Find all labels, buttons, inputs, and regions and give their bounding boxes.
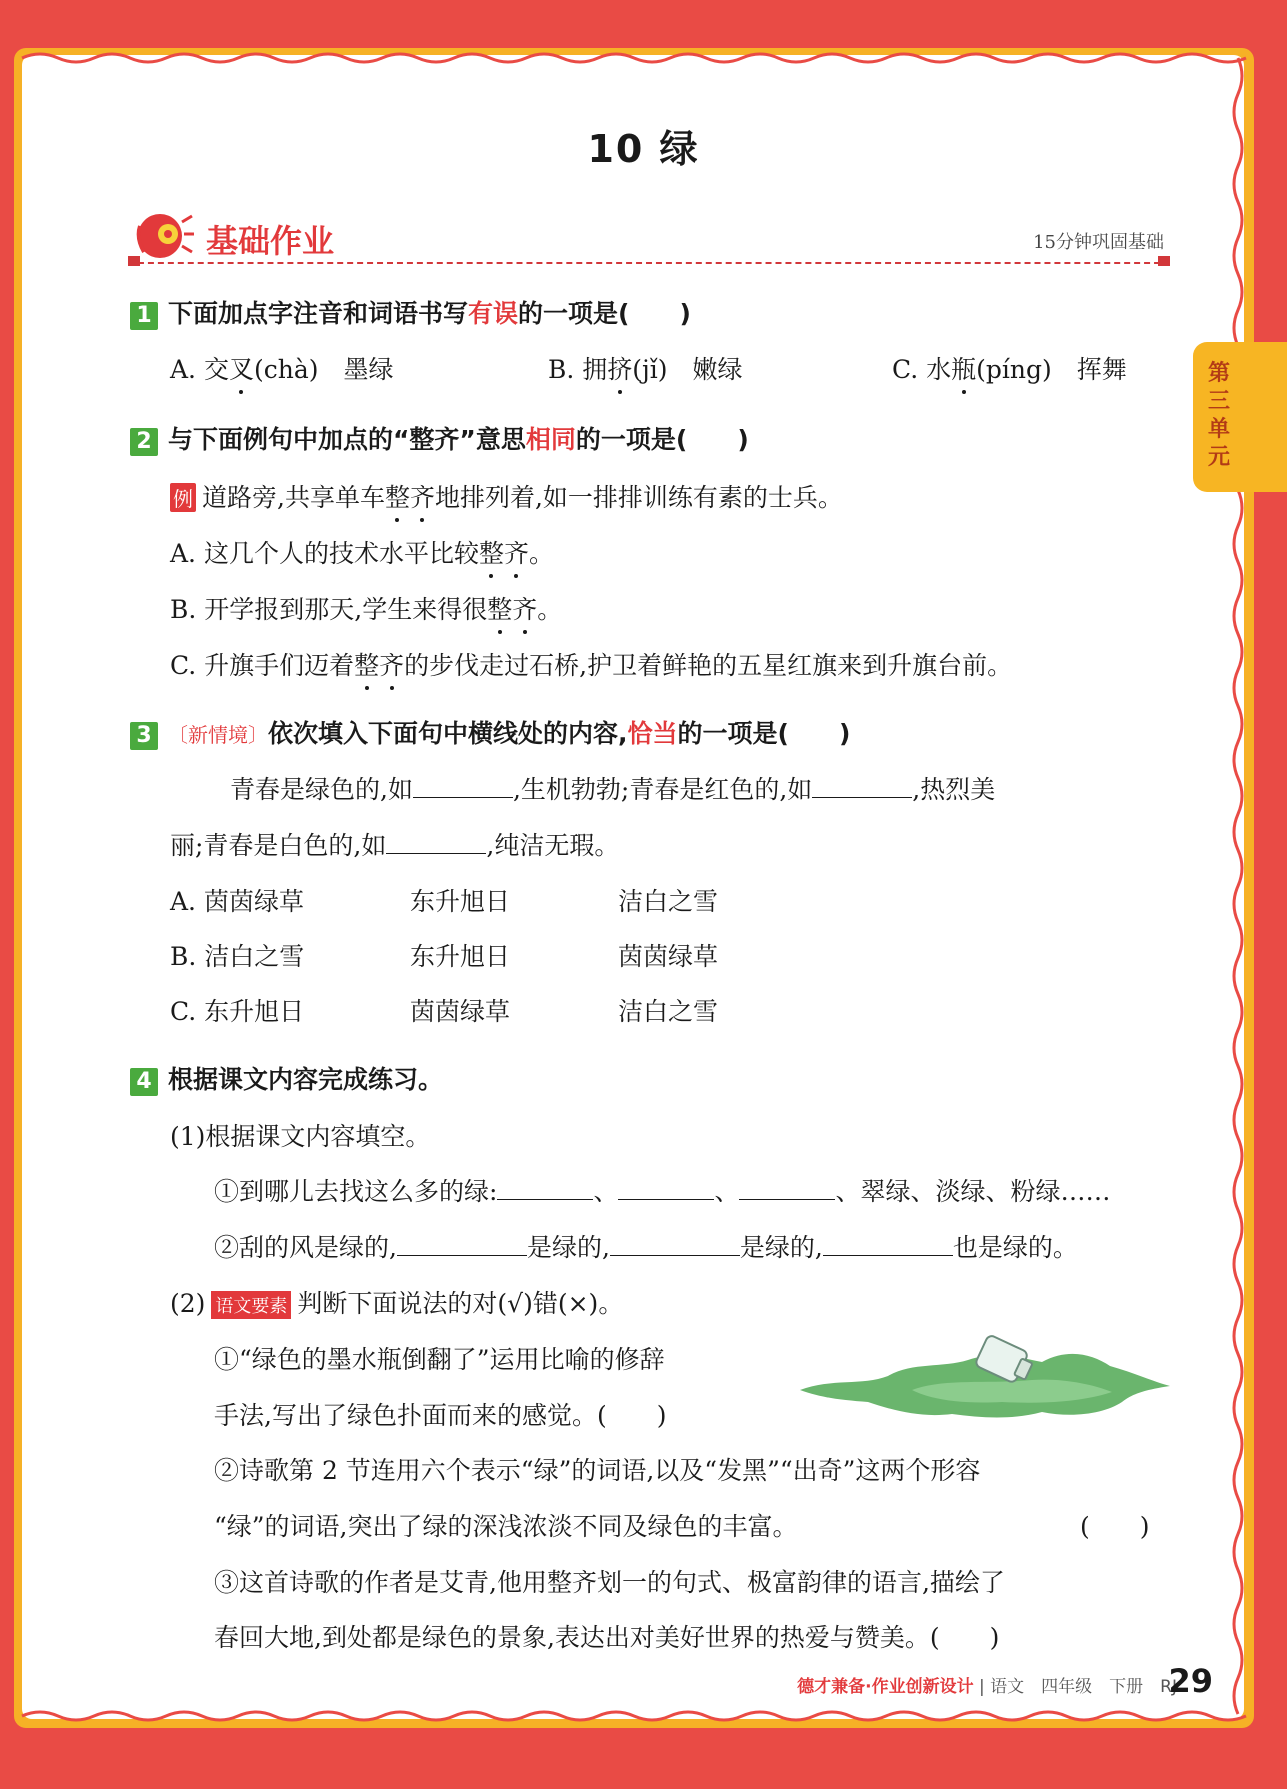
new-context-tag: 〔新情境〕 [168,723,268,747]
option-text: A. 这几个人的技术水平比较 [170,539,479,568]
option-text: B. 开学报到那天,学生来得很 [170,595,488,624]
unit-tab-label: 第三单元 [1208,361,1231,470]
q1-option-b[interactable] [548,350,743,386]
option-text: B. 拥 [548,355,608,384]
q1-stem-a: 下面加点字注音和词语书写 [168,299,469,328]
q1-stem-b: 的一项是( ) [518,299,691,328]
fill-blank[interactable] [610,1230,740,1256]
question-number-badge: 4 [130,1068,158,1096]
fill-blank[interactable] [397,1230,527,1256]
dotted-char: 瓶 [951,355,977,384]
q2-stem-a: 与下面例句中加点的“整齐”意思 [168,425,526,454]
option-text: C. 水 [892,355,952,384]
question-1 [130,294,691,330]
item-text: 、翠绿、淡绿、粉绿…… [835,1177,1111,1206]
question-number-badge: 1 [130,302,158,330]
fill-blank[interactable] [812,772,912,798]
question-number-badge: 3 [130,722,158,750]
q2-option-c[interactable] [170,646,1012,682]
q2-option-b[interactable] [170,590,562,626]
footer [797,1672,1177,1697]
fill-blank[interactable] [413,772,513,798]
option-text: (chà) 墨绿 [253,355,394,384]
footer-info: | 语文 四年级 下册 RJ [979,1677,1177,1697]
example-text: 道路旁,共享单车 [202,483,385,512]
example-text: 地排列着,如一排排训练有素的士兵。 [434,483,843,512]
q3-passage-line-1 [230,770,995,806]
question-2 [130,420,749,456]
q3-stem-emphasis: 恰当 [627,719,678,748]
option-text: 东升旭日 [410,887,511,916]
passage-text: ,热烈美 [912,775,996,804]
footer-brand: 德才兼备·作业创新设计 [797,1677,974,1697]
q1-option-c[interactable] [892,350,1127,386]
section-divider [128,262,1170,264]
option-text: B. 洁白之雪 [170,942,305,971]
option-text: (píng) 挥舞 [976,355,1127,384]
section-header [128,200,1170,270]
q1-stem-emphasis: 有误 [468,299,519,328]
question-4 [130,1060,443,1096]
option-text: C. 东升旭日 [170,997,305,1026]
dotted-char: 齐 [503,539,529,568]
q4-stem: 根据课文内容完成练习。 [168,1065,444,1094]
divider-end-right [1158,256,1170,266]
passage-text: ,生机勃勃;青春是红色的,如 [512,775,813,804]
option-text: 茵茵绿草 [410,997,511,1026]
page-title: 10 绿 [587,127,700,171]
item-text: ②刮的风是绿的, [214,1233,397,1262]
chinese-element-tag: 语文要素 [211,1291,291,1319]
q3-stem-a: 依次填入下面句中横线处的内容, [268,719,628,748]
passage-text: ,纯洁无瑕。 [486,831,620,860]
judgement-3-line-2[interactable]: 春回大地,到处都是绿色的景象,表达出对美好世界的热爱与赞美。( ) [214,1623,1000,1652]
section-title: 基础作业 [206,222,335,260]
item-text: ①到哪儿去找这么多的绿: [214,1177,498,1206]
q3-option-a[interactable] [170,882,719,918]
q3-stem-b: 的一项是( ) [677,719,851,748]
option-text: C. 升旗手们迈着 [170,651,355,680]
spilled-ink-bottle-illustration [792,1328,1172,1428]
passage-text: 丽;青春是白色的,如 [170,831,387,860]
part-stem: 判断下面说法的对(√)错(×)。 [297,1289,624,1318]
option-text: A. 茵茵绿草 [170,887,304,916]
option-text: 洁白之雪 [618,887,719,916]
page-number: 29 [1168,1662,1213,1700]
q2-stem-emphasis: 相同 [525,425,576,454]
q3-option-c[interactable] [170,992,719,1028]
dotted-char: 齐 [379,651,405,680]
dotted-char: 整 [384,483,410,512]
item-text: 也是绿的。 [952,1233,1078,1262]
part-number: (2) [170,1289,206,1318]
divider-end-left [128,256,140,266]
q2-stem-b: 的一项是( ) [575,425,749,454]
example-tag: 例 [170,483,196,512]
option-text: A. 交 [170,355,229,384]
q2-example [170,478,843,514]
option-text: 东升旭日 [410,942,511,971]
dotted-char: 整 [354,651,380,680]
q2-option-a[interactable] [170,534,554,570]
fill-blank[interactable] [739,1174,835,1200]
judgement-2-line-1: ②诗歌第 2 节连用六个表示“绿”的词语,以及“发黑”“出奇”这两个形容 [214,1456,981,1485]
option-text: 。 [537,595,563,624]
q4-part-1: (1)根据课文内容填空。 [170,1122,431,1151]
fill-blank[interactable] [618,1174,714,1200]
q4-part-1-item-1 [214,1172,1110,1208]
q4-part-1-item-2 [214,1228,1078,1264]
fill-blank[interactable] [386,828,486,854]
item-text: 是绿的, [526,1233,610,1262]
question-number-badge: 2 [130,428,158,456]
separator: 、 [714,1177,740,1206]
item-text: 是绿的, [739,1233,823,1262]
q3-passage-line-2 [170,826,619,862]
judgement-2-line-2: “绿”的词语,突出了绿的深浅浓淡不同及绿色的丰富。 [214,1512,798,1541]
judgement-2-answer[interactable]: ( ) [1080,1512,1150,1541]
judgement-1-line-1: ①“绿色的墨水瓶倒翻了”运用比喻的修辞 [214,1345,665,1374]
dotted-char: 整 [487,595,513,624]
judgement-3-line-1: ③这首诗歌的作者是艾青,他用整齐划一的句式、极富韵律的语言,描绘了 [214,1568,1005,1597]
section-note: 15分钟巩固基础 [1033,232,1164,253]
option-text: 的步伐走过石桥,护卫着鲜艳的五星红旗来到升旗台前。 [404,651,1013,680]
option-text: 茵茵绿草 [618,942,719,971]
option-text: (jǐ) 嫩绿 [632,355,743,384]
q4-part-2 [170,1284,623,1320]
question-3 [130,714,850,750]
fill-blank[interactable] [497,1174,593,1200]
q3-option-b[interactable] [170,937,719,973]
judgement-1-line-2[interactable]: 手法,写出了绿色扑面而来的感觉。( ) [214,1401,667,1430]
dotted-char: 齐 [512,595,538,624]
q1-option-a[interactable] [170,350,393,386]
passage-text: 青春是绿色的,如 [230,775,413,804]
dotted-char: 整 [478,539,504,568]
dotted-char: 齐 [409,483,435,512]
separator: 、 [593,1177,619,1206]
bell-icon [134,208,194,264]
fill-blank[interactable] [823,1230,953,1256]
option-text: 。 [528,539,554,568]
dotted-char: 挤 [607,355,633,384]
dotted-char: 叉 [228,355,254,384]
option-text: 洁白之雪 [618,997,719,1026]
